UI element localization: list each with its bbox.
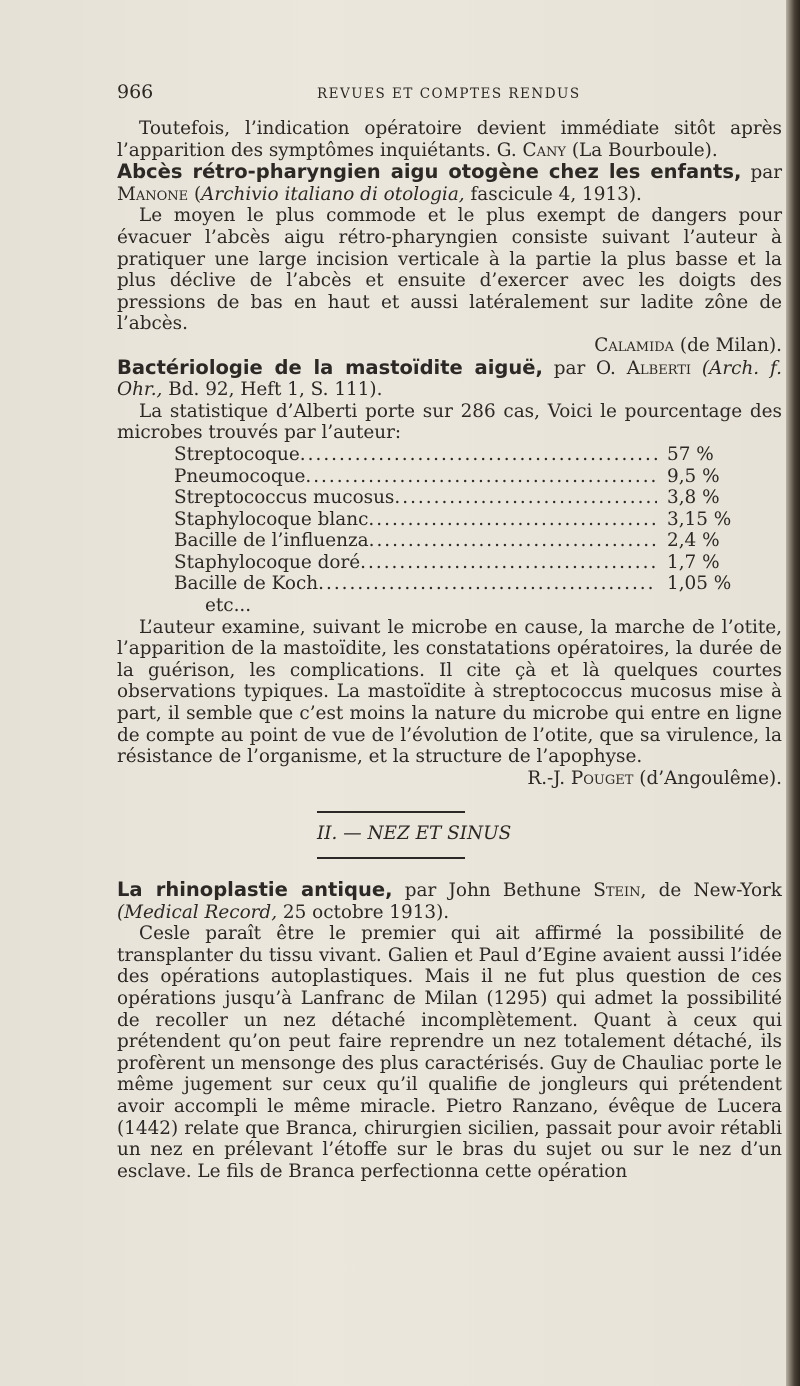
article-3-header (117, 879, 782, 923)
list-item: Streptocoque ..... 57 % (174, 444, 725, 466)
list-item: Bacille de Koch ..... 1,05 % (174, 573, 725, 595)
article-3-title: La rhinoplastie antique, (117, 878, 393, 901)
article-3-author: Stein, (593, 880, 647, 901)
article-2-journal: (Arch. f. Ohr., (117, 357, 782, 401)
list-etc: etc... (205, 595, 252, 617)
article-2-rest: Bd. 92, Heft 1, S. 111). (168, 379, 383, 401)
paragraph-1 (117, 118, 782, 161)
article-1-header: Abcès rétro-pharyngien aigu otogène chez les enfants, par Manone (Archivio italiano di otologia, fascicule 4, 1913). (117, 160, 782, 205)
p1-text: Toutefois, l’indication opératoire devient immédiate sitôt après l’apparition des symptômes inquiétants. (117, 118, 782, 161)
article-1-journal: Archivio italiano di otologia, (201, 183, 465, 205)
article-1-title: Abcès rétro-pharyngien aigu otogène chez les enfants, (117, 160, 742, 184)
text-block (117, 82, 782, 1182)
article-2-title: Bactériologie de la mastoïdite aiguë, (117, 355, 543, 379)
article-2-par: par O. (553, 357, 616, 379)
article-2-signature (117, 768, 782, 790)
article-3-place: de New-York (658, 880, 782, 901)
article-3-journal: (Medical Record, (117, 901, 278, 923)
article-2-author: Alberti (626, 357, 692, 379)
section-rule-bottom (317, 857, 465, 859)
article-1-par: par (750, 162, 782, 184)
p1-author: G. Cany (496, 139, 566, 161)
article-2-sign-author: R.-J. Pouget (527, 767, 634, 789)
article-1-rest: fascicule 4, 1913). (470, 183, 642, 205)
running-head (117, 82, 782, 114)
article-1-body: Le moyen le plus commode et le plus exempt de dangers pour évacuer l’abcès aigu rétro-pharyngien consiste suivant l’auteur à pratiquer une large incision verticale à la partie la plus basse et la plus déclive de l’abcès et ensuite d’exercer avec les doigts des pressions de bas en haut et aussi latéralement sur ladite zône de l’abcès. (117, 205, 782, 335)
section-rule-top (317, 811, 465, 813)
microbe-list (117, 444, 782, 595)
article-2-header (117, 357, 782, 401)
article-2-body: L’auteur examine, suivant le microbe en cause, la marche de l’otite, l’apparition de la mastoïdite, les constatations opératoires, la durée de la guérison, les complications. Il cite çà et là quelques courtes observations typiques. La mastoïdite à streptococcus mucosus mise à part, il semble que c’est moins la nature du microbe qui entre en ligne de compte au point de vue de l’évolution de l’otite, que sa virulence, la résistance de l’organisme, et la structure de l’apophyse. (117, 616, 782, 768)
list-item: Bacille de l’influenza ..... 2,4 % (174, 530, 725, 552)
page-number: 966 (117, 81, 154, 103)
p1-place: (La Bourboule). (571, 139, 718, 161)
list-item: Pneumocoque ..... 9,5 % (174, 466, 725, 488)
article-2-intro: La statistique d’Alberti porte sur 286 cas, Voici le pourcentage des microbes trouvés par l’auteur: (117, 400, 782, 444)
list-item: Streptococcus mucosus ..... 3,8 % (174, 487, 725, 509)
section-title: II. — NEZ ET SINUS (317, 823, 512, 845)
list-item: Staphylocoque blanc ..... 3,15 % (174, 509, 725, 531)
article-1-sign-author: Calamida (594, 334, 675, 356)
running-title: REVUES ET COMPTES RENDUS (317, 86, 581, 102)
article-1-author: Manone (117, 183, 189, 205)
article-3-rest: 25 octobre 1913). (282, 901, 450, 923)
article-1-signature (117, 335, 782, 357)
article-3-par: par John Bethune (404, 880, 582, 901)
article-1-sign-place: (de Milan). (679, 334, 782, 356)
article-2-sign-place: (d’Angoulême). (639, 767, 782, 789)
list-item: Staphylocoque doré ..... 1,7 % (174, 552, 725, 574)
article-3-body: Cesle paraît être le premier qui ait affirmé la possibilité de transplanter du tissu vivant. Galien et Paul d’Egine avaient aussi l’idée des opérations autoplastiques. Mais il ne fut plus question de ces opérations jusqu’à Lanfranc de Milan (1295) qui admet la possibilité de recoller un nez détaché incomplètement. Quant à ceux qui prétendent qu’on peut faire reprendre un nez totalement détaché, ils profèrent un mensonge des plus caractérisés. Guy de Chauliac porte le même jugement sur ceux qu’il qualifie de jongleurs qui prétendent avoir accompli le même miracle. Pietro Ranzano, évêque de Lucera (1442) relate que Branca, chirurgien sicilien, passait pour avoir rétabli un nez en prélevant l’étoffe sur le bras du sujet ou sur le nez d’un esclave. Le fils de Branca perfectionna cette opération (117, 923, 782, 1182)
page-binding-edge (786, 0, 800, 1386)
